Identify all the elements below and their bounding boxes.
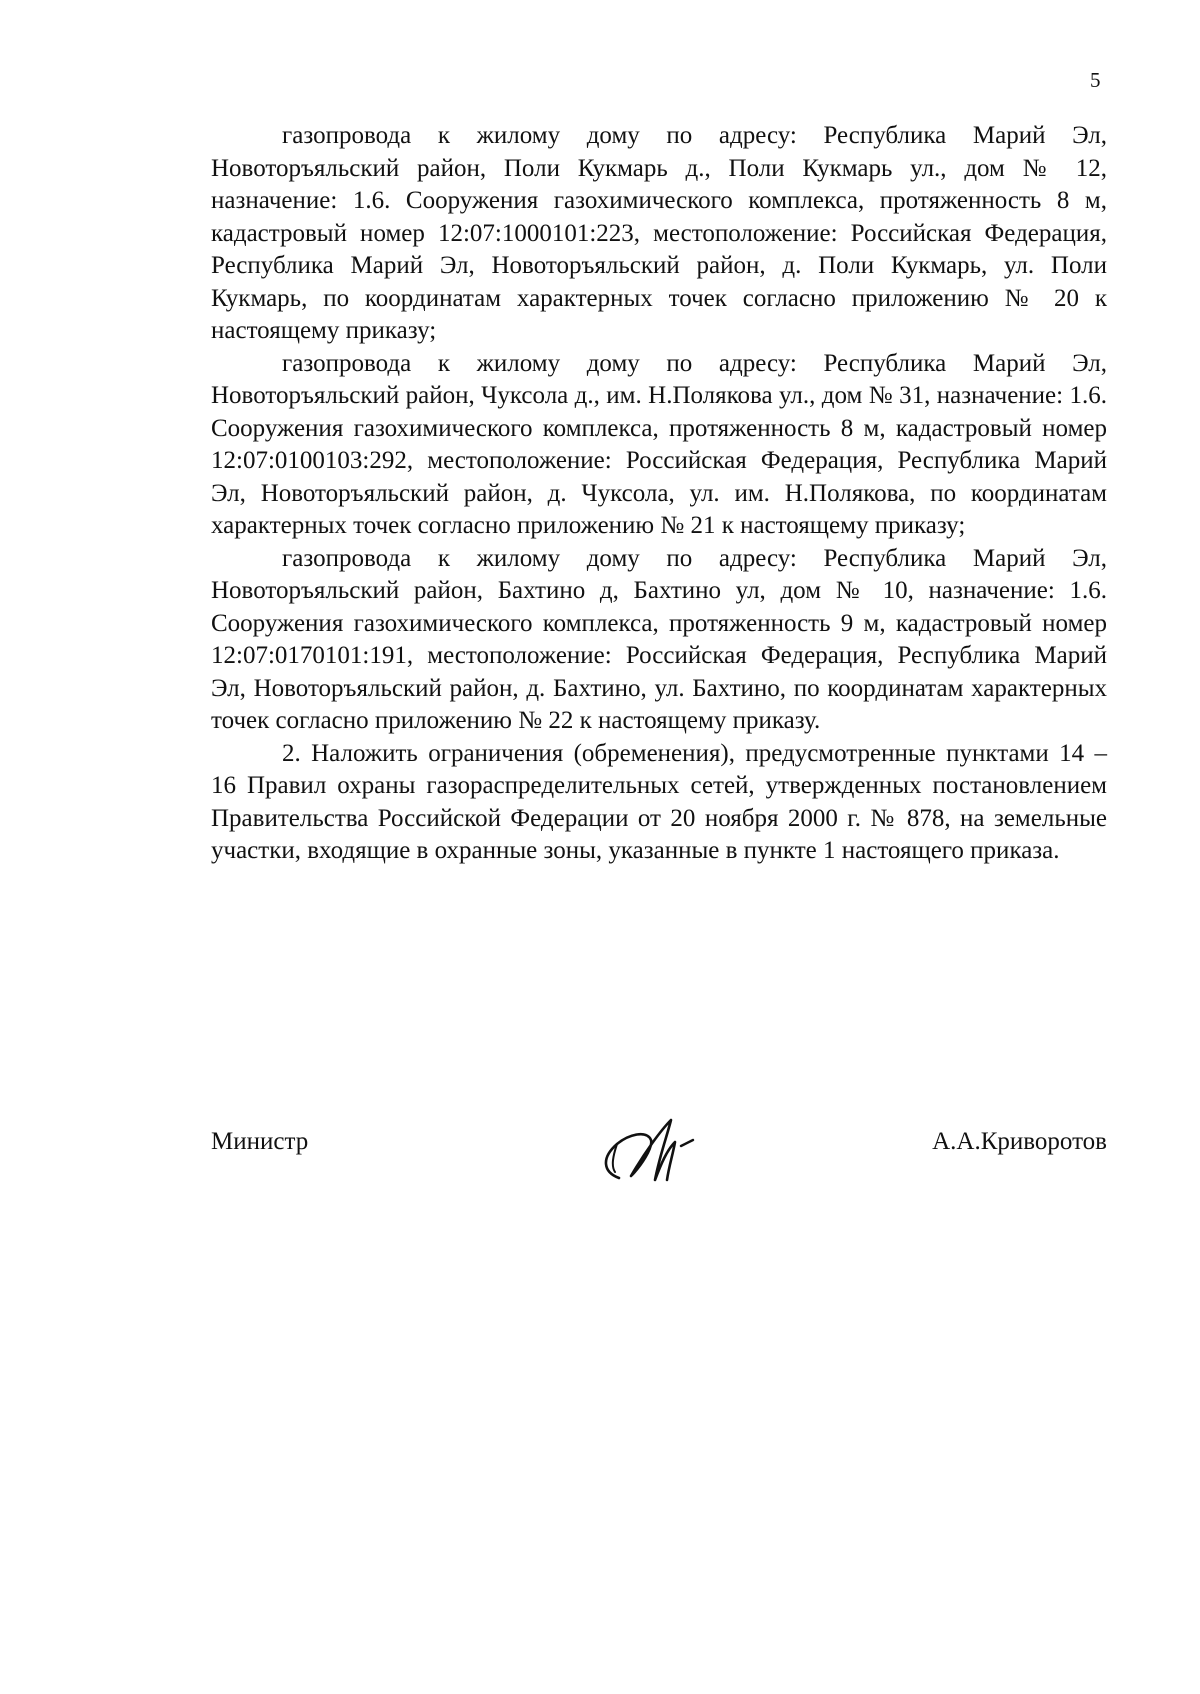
signature-block: [211, 1100, 1107, 1210]
paragraph-gas-pipeline-chuksola: газопровода к жилому дому по адресу: Республика Марий Эл, Новоторъяльский район, Чуксола д., им. Н.Полякова ул., дом № 31, назначение: 1.6. Сооружения газохимического комплекса, протяженность 8 м, кадастровый номер 12:07:0100103:292, местоположение: Российская Федерация, Республика Марий Эл, Новоторъяльский район, д. Чуксола, ул. им. Н.Полякова, по координатам характерных точек согласно приложению № 21 к настоящему приказу;: [211, 349, 1107, 539]
handwritten-signature-icon: [589, 1100, 709, 1200]
signer-name: А.А.Криворотов: [932, 1128, 1107, 1155]
document-body: [211, 120, 1107, 868]
paragraph-clause-2-restrictions: 2. Наложить ограничения (обременения), предусмотренные пунктами 14 – 16 Правил охраны газораспределительных сетей, утвержденных постановлением Правительства Российской Федерации от 20 ноября 2000 г. № 878, на земельные участки, входящие в охранные зоны, указанные в пункте 1 настоящего приказа.: [211, 739, 1107, 864]
signer-position-title: Министр: [211, 1128, 309, 1155]
page-number: 5: [1090, 68, 1101, 92]
paragraph-gas-pipeline-bakhtino: газопровода к жилому дому по адресу: Республика Марий Эл, Новоторъяльский район, Бахтино д, Бахтино ул, дом № 10, назначение: 1.6. Сооружения газохимического комплекса, протяженность 9 м, кадастровый номер 12:07:0170101:191, местоположение: Российская Федерация, Республика Марий Эл, Новоторъяльский район, д. Бахтино, ул. Бахтино, по координатам характерных точек согласно приложению № 22 к настоящему приказу.: [211, 544, 1107, 734]
paragraph-gas-pipeline-poli-kukmar: газопровода к жилому дому по адресу: Республика Марий Эл, Новоторъяльский район, Поли Кукмарь д., Поли Кукмарь ул., дом № 12, назначение: 1.6. Сооружения газохимического комплекса, протяженность 8 м, кадастровый номер 12:07:1000101:223, местоположение: Российская Федерация, Республика Марий Эл, Новоторъяльский район, д. Поли Кукмарь, ул. Поли Кукмарь, по координатам характерных точек согласно приложению № 20 к настоящему приказу;: [211, 122, 1107, 344]
